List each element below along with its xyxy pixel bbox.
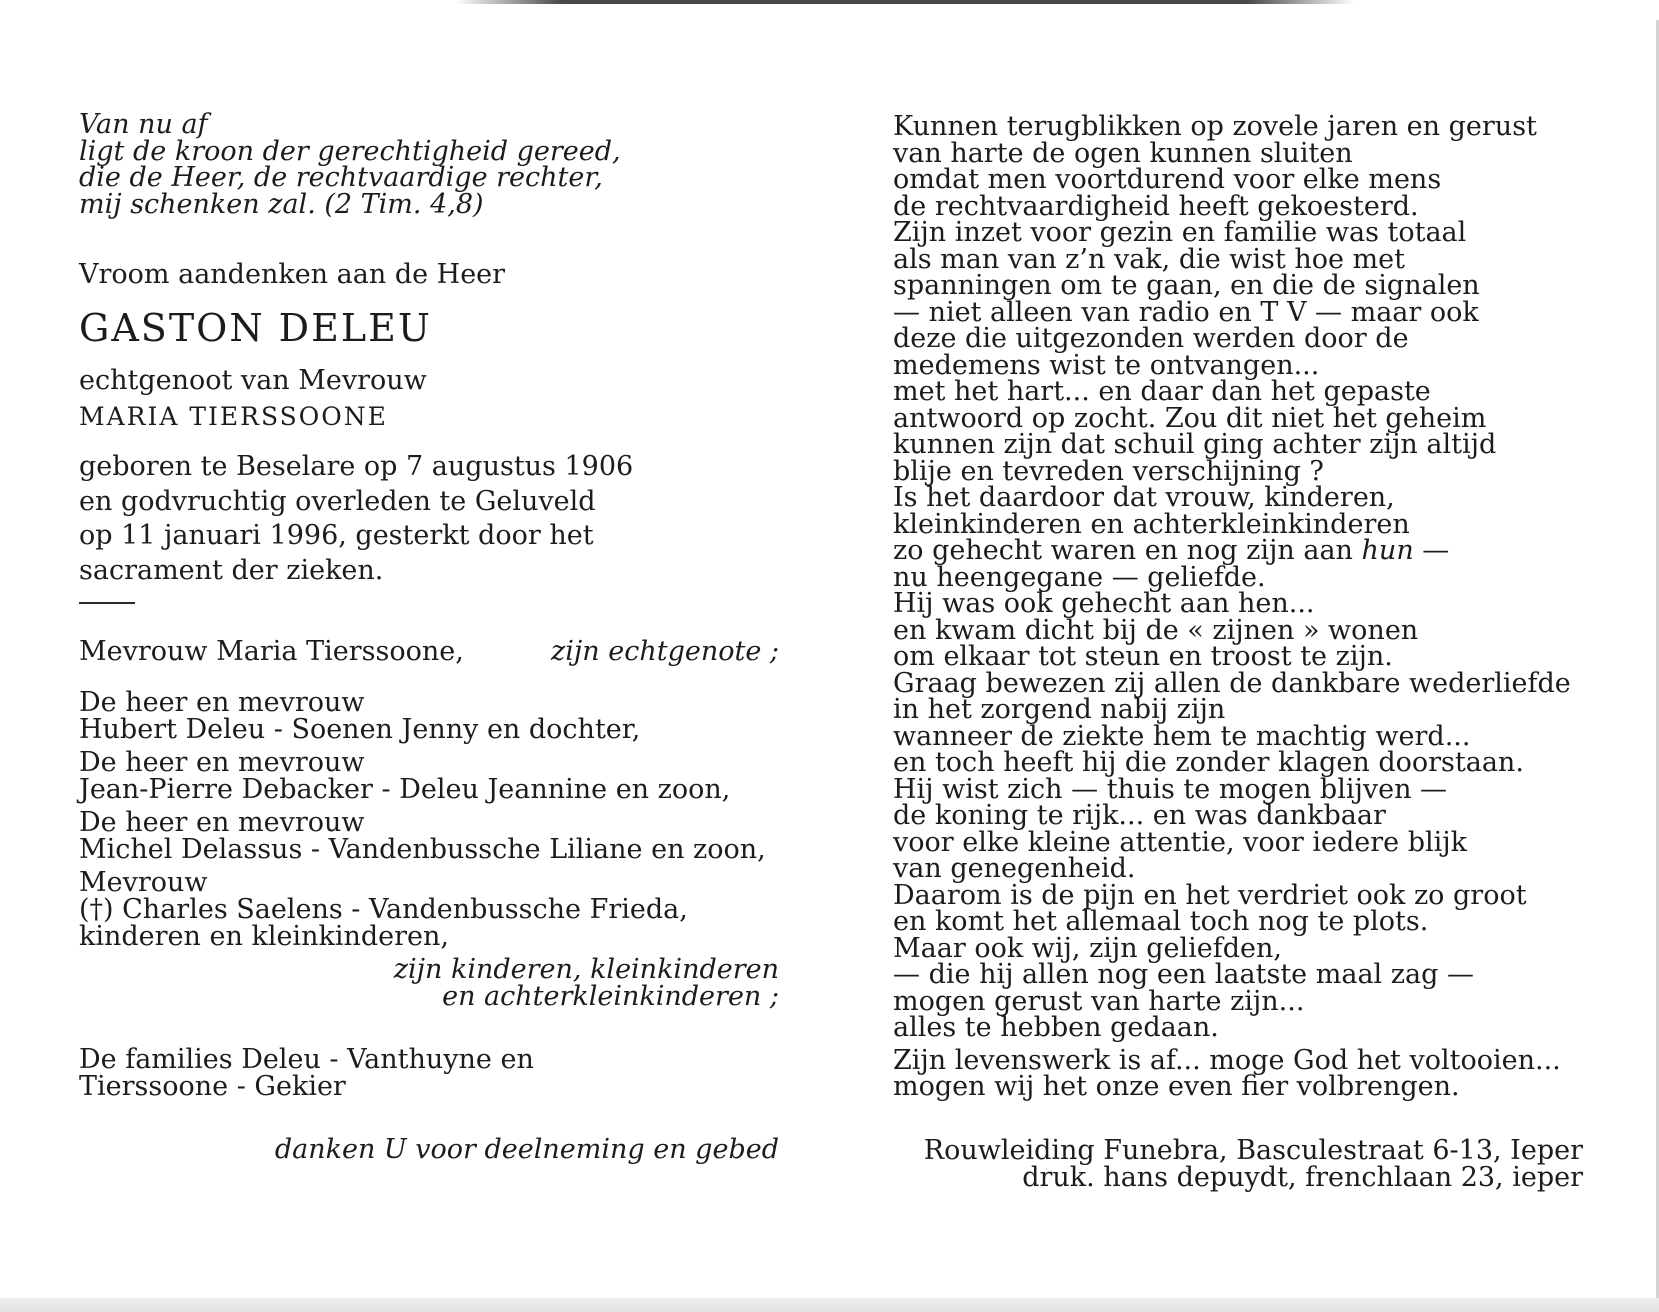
poem-line: Maar ook wij, zijn geliefden,: [893, 932, 1283, 964]
family-line: Mevrouw: [79, 867, 208, 898]
poem-line: [893, 535, 1623, 566]
birth-line: en godvruchtig overleden te Geluveld: [79, 485, 596, 517]
credits: [893, 1134, 1623, 1193]
right-column: [893, 111, 1623, 1193]
poem-line: Hij wist zich — thuis te mogen blijven —: [893, 773, 1448, 805]
poem-line: om elkaar tot steun en troost te zijn.: [893, 641, 1393, 672]
family-entry: [79, 869, 779, 950]
birth-line: op 11 januari 1996, gesterkt door het: [79, 520, 594, 551]
poem-line: omdat men voortdurend voor elke mens: [893, 164, 1442, 195]
poem-fragment: zo gehecht waren en nog zijn aan: [893, 535, 1362, 566]
poem-fragment: —: [1413, 535, 1450, 566]
funeral-home-credit: Rouwleiding Funebra, Basculestraat 6-13, Ieper: [923, 1134, 1583, 1166]
poem-line: Zijn inzet voor gezin en familie was totaal: [893, 217, 1467, 248]
poem-line: van harte de ogen kunnen sluiten: [893, 137, 1353, 169]
poem-line: voor elke kleine attentie, voor iedere blijk: [893, 826, 1468, 858]
poem-line: blije en tevreden verschijning ?: [893, 455, 1324, 487]
family-line: Michel Delassus - Vandenbussche Liliane en zoon,: [79, 834, 766, 865]
verse-line: mij schenken zal. (2 Tim. 4,8): [79, 188, 484, 220]
poem-line: van genegenheid.: [893, 853, 1136, 884]
poem-line: Kunnen terugblikken op zovele jaren en gerust: [893, 111, 1537, 142]
poem-line: antwoord op zocht. Zou dit niet het geheim: [893, 402, 1487, 434]
divider: [79, 602, 135, 604]
family-line: De heer en mevrouw: [79, 747, 365, 778]
spouse-name: MARIA TIERSSOONE: [79, 402, 388, 431]
thanks-line: danken U voor deelneming en gebed: [274, 1134, 779, 1165]
poem-line: — niet alleen van radio en T V — maar ook: [893, 296, 1479, 328]
families-line: De families Deleu - Vanthuyne en: [79, 1044, 534, 1075]
closing-line: mogen wij het onze even fier volbrengen.: [893, 1071, 1460, 1102]
deceased-name: GASTON DELEU: [79, 306, 432, 350]
poem-line: Hij was ook gehecht aan hen...: [893, 588, 1315, 619]
poem-line: nu heengegane — geliefde.: [893, 561, 1266, 593]
poem-line: alles te hebben gedaan.: [893, 1012, 1219, 1043]
poem-line: en kwam dicht bij de « zijnen » wonen: [893, 614, 1419, 646]
scan-edge-top: [455, 0, 1355, 4]
family-line: Hubert Deleu - Soenen Jenny en dochter,: [79, 714, 641, 745]
widow-role: zijn echtgenote ;: [551, 636, 779, 667]
poem-line: de rechtvaardigheid heeft gekoesterd.: [893, 190, 1419, 222]
printer-credit: druk. hans depuydt, frenchlaan 23, ieper: [1022, 1161, 1583, 1193]
poem-line: en toch heeft hij die zonder klagen doorstaan.: [893, 747, 1524, 778]
verse-line: ligt de kroon der gerechtigheid gereed,: [79, 135, 621, 167]
spouse-label: echtgenoot van Mevrouw: [79, 365, 427, 396]
extended-families: [79, 1046, 779, 1100]
poem-line: de koning te rijk... en was dankbaar: [893, 800, 1386, 831]
children-role: [79, 956, 779, 1010]
poem-line: en komt het allemaal toch nog te plots.: [893, 906, 1429, 937]
family-line: (†) Charles Saelens - Vandenbussche Frieda,: [79, 894, 688, 925]
tribute-poem: [893, 111, 1623, 1043]
poem-line: mogen gerust van harte zijn...: [893, 985, 1305, 1017]
widow-entry: [79, 638, 779, 665]
family-entry: [79, 749, 779, 803]
family-line: kinderen en kleinkinderen,: [79, 921, 449, 952]
bible-verse: [79, 109, 779, 220]
poem-line: Daarom is de pijn en het verdriet ook zo groot: [893, 879, 1527, 911]
family-line: De heer en mevrouw: [79, 807, 365, 838]
children-role-line: zijn kinderen, kleinkinderen: [393, 954, 779, 985]
poem-line: wanneer de ziekte hem te machtig werd...: [893, 720, 1471, 752]
poem-fragment-italic: hun: [1361, 535, 1414, 566]
poem-line: medemens wist te ontvangen...: [893, 349, 1320, 381]
birth-line: geboren te Beselare op 7 augustus 1906: [79, 451, 634, 482]
family-entry: [79, 809, 779, 863]
widow-name: Mevrouw Maria Tierssoone,: [79, 636, 464, 667]
closing-line: Zijn levenswerk is af... moge God het voltooien...: [893, 1044, 1561, 1076]
family-line: Jean-Pierre Debacker - Deleu Jeannine en zoon,: [79, 774, 731, 805]
families-line: Tierssoone - Gekier: [79, 1071, 346, 1102]
verse-line: die de Heer, de rechtvaardige rechter,: [79, 162, 603, 193]
family-line: De heer en mevrouw: [79, 687, 365, 718]
poem-line: in het zorgend nabij zijn: [893, 694, 1226, 725]
poem-line: kunnen zijn dat schuil ging achter zijn altijd: [893, 429, 1497, 460]
intro-text: Vroom aandenken aan de Heer: [79, 259, 506, 290]
poem-line: spanningen om te gaan, en die de signalen: [893, 270, 1480, 301]
poem-line: als man van z’n vak, die wist hoe met: [893, 243, 1405, 275]
birth-death-details: [79, 450, 779, 588]
poem-line: — die hij allen nog een laatste maal zag —: [893, 959, 1474, 990]
children-role-line: en achterkleinkinderen ;: [442, 981, 779, 1012]
poem-line: met het hart... en daar dan het gepaste: [893, 376, 1431, 407]
family-entry: [79, 689, 779, 743]
scan-edge-bottom: [0, 1298, 1659, 1312]
closing-lines: [893, 1044, 1623, 1102]
verse-line: Van nu af: [79, 109, 208, 140]
poem-line: deze die uitgezonden werden door de: [893, 323, 1409, 354]
poem-line: Graag bewezen zij allen de dankbare wederliefde: [893, 667, 1571, 699]
poem-line: kleinkinderen en achterkleinkinderen: [893, 508, 1410, 540]
birth-line: sacrament der zieken.: [79, 554, 384, 586]
poem-line: Is het daardoor dat vrouw, kinderen,: [893, 482, 1395, 513]
left-column: [79, 109, 779, 1165]
